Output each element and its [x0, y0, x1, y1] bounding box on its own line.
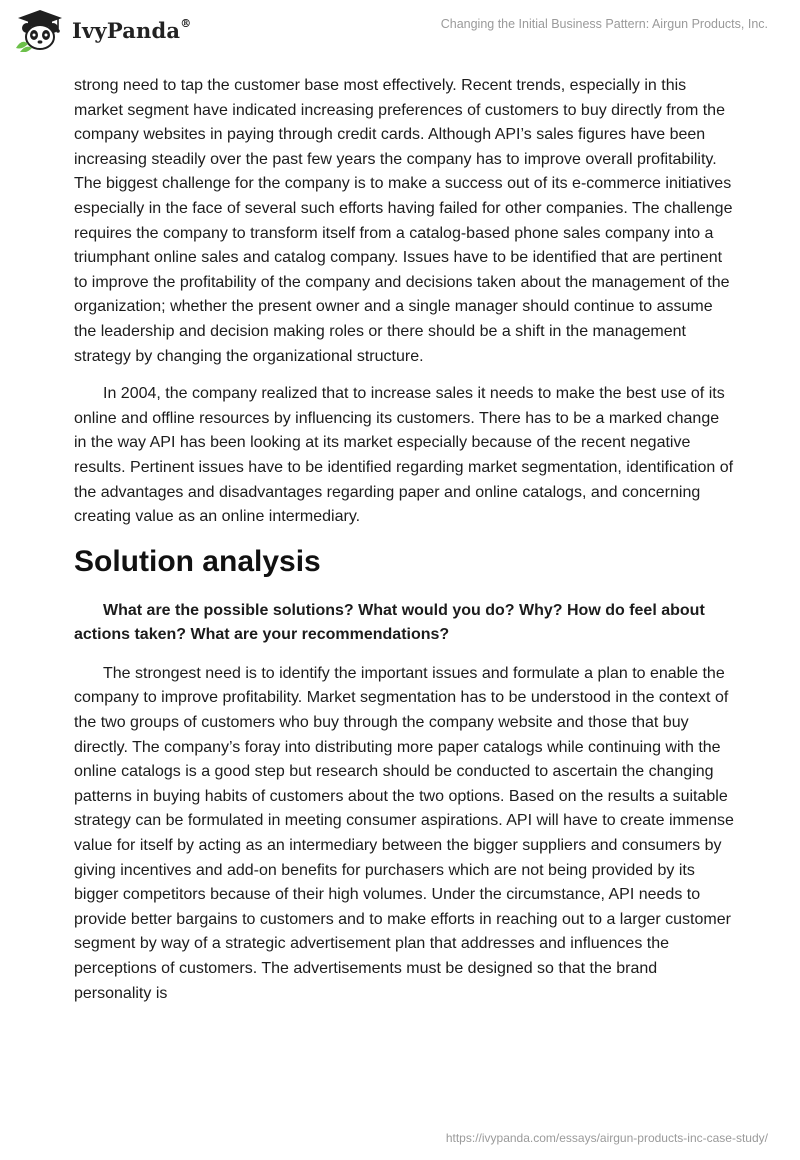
- document-title: Changing the Initial Business Pattern: Airgun Products, Inc.: [440, 17, 768, 31]
- brand-logo[interactable]: [14, 8, 191, 52]
- section-question: What are the possible solutions? What would you do? Why? How do feel about actions taken? What are your recommendations?: [74, 601, 705, 644]
- paragraph-2004: In 2004, the company realized that to increase sales it needs to make the best use of its online and offline resources by influencing its customers. There has to be a marked change in the way API has been looking at its market especially because of the recent negative results. Pertinent issues have to be identified regarding market segmentation, identification of the advantages and disadvantages regarding paper and online catalogs, and concerning creating value as an online intermediary.: [74, 385, 734, 526]
- brand-name: IvyPanda®: [72, 16, 192, 43]
- panda-graduate-icon: [14, 8, 66, 52]
- footer-url[interactable]: https://ivypanda.com/essays/airgun-products-inc-case-study/: [445, 1131, 768, 1145]
- section-heading: Solution analysis: [74, 544, 321, 578]
- article-body: [74, 74, 734, 1019]
- page-header: [0, 0, 800, 70]
- paragraph-solution: The strongest need is to identify the important issues and formulate a plan to enable the company to improve profitability. Market segmentation has to be understood in the context of the two groups of customers who buy through the company website and those that buy directly. The company’s foray into distributing more paper catalogs while continuing with the online catalogs is a good step but research should be conducted to ascertain the changing patterns in buying habits of customers about the two options. Based on the results a suitable strategy can be formulated in meeting consumer aspirations. API will have to create immense value for itself by acting as an intermediary between the bigger suppliers and consumers by giving incentives and add-on benefits for purchasers which are not being provided by its bigger competitors because of their high volumes. Under the circumstance, API needs to provide better bargains to customers and to make efforts in reaching out to a larger customer segment by way of a strategic advertisement plan that addresses and influences the perceptions of customers. The advertisements must be designed so that the brand personality is: [74, 664, 734, 1002]
- paragraph-continued: strong need to tap the customer base most effectively. Recent trends, especially in this market segment have indicated increasing preferences of customers to buy directly from the company websites in paying through credit cards. Although API’s sales figures have been increasing steadily over the past few years the company has to improve overall profitability. The biggest challenge for the company is to make a success out of its e-commerce initiatives especially in the face of several such efforts having failed for other companies. The challenge requires the company to transform itself from a catalog-based phone sales company into a triumphant online sales and catalog company. Issues have to be identified that are pertinent to improve the profitability of the company and decisions taken about the management of the organization; whether the present owner and a single manager should continue to assume the leadership and decision making roles or there should be a shift in the management strategy by changing the organizational structure.: [74, 77, 733, 365]
